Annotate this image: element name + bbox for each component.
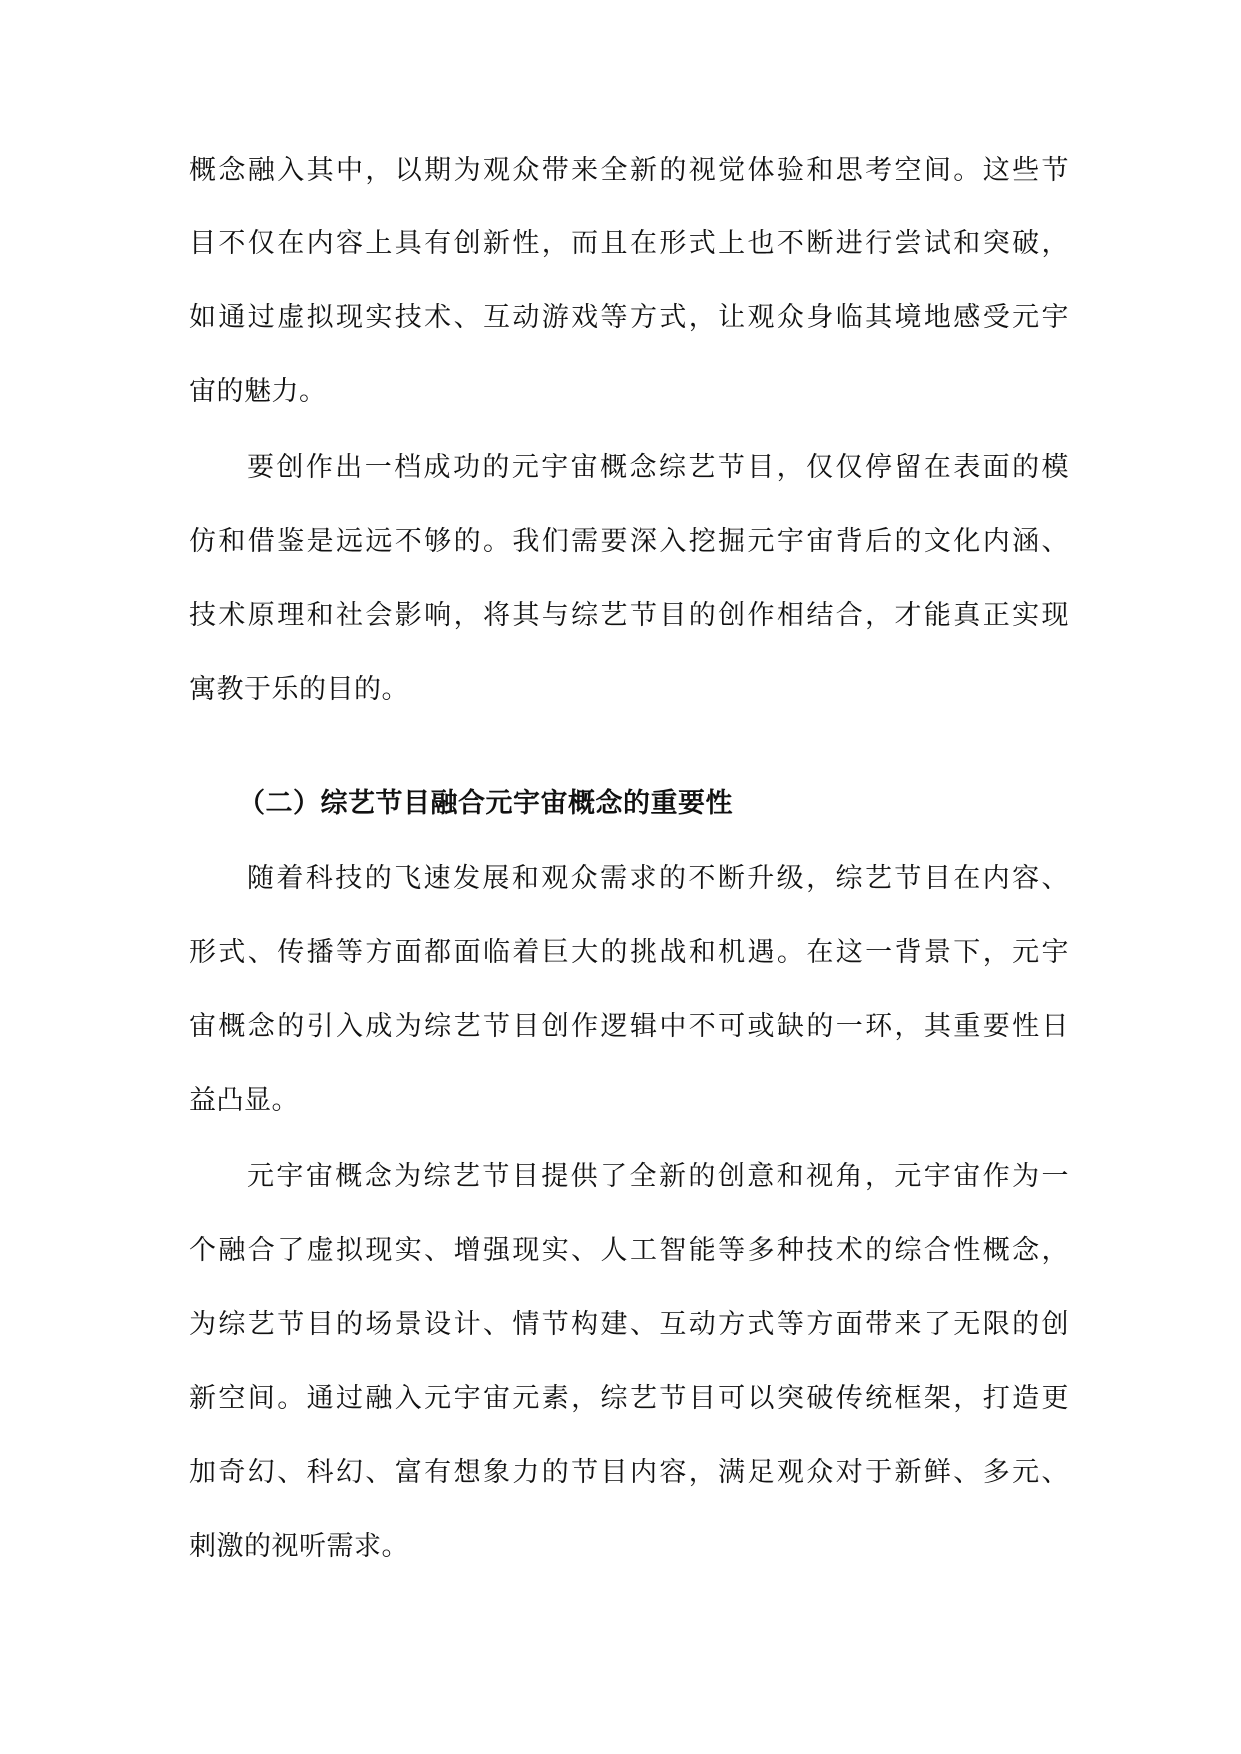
paragraph-4-line-6: 刺激的视听需求。 [189, 1531, 409, 1562]
paragraph-4-line-3: 为综艺节目的场景设计、情节构建、互动方式等方面带来了无限的创 [189, 1309, 1069, 1340]
paragraph-4-line-2: 个融合了虚拟现实、增强现实、人工智能等多种技术的综合性概念， [189, 1235, 1069, 1266]
paragraph-2-line-2: 仿和借鉴是远远不够的。我们需要深入挖掘元宇宙背后的文化内涵、 [189, 526, 1069, 557]
paragraph-2-line-1: 要创作出一档成功的元宇宙概念综艺节目，仅仅停留在表面的模 [247, 452, 1069, 483]
section-heading: （二）综艺节目融合元宇宙概念的重要性 [238, 788, 733, 819]
paragraph-4-line-4: 新空间。通过融入元宇宙元素，综艺节目可以突破传统框架，打造更 [189, 1383, 1069, 1414]
paragraph-3-line-2: 形式、传播等方面都面临着巨大的挑战和机遇。在这一背景下，元宇 [189, 937, 1069, 968]
paragraph-2-line-4: 寓教于乐的目的。 [189, 674, 409, 705]
paragraph-3-line-3: 宙概念的引入成为综艺节目创作逻辑中不可或缺的一环，其重要性日 [189, 1011, 1069, 1042]
paragraph-2-line-3: 技术原理和社会影响，将其与综艺节目的创作相结合，才能真正实现 [189, 600, 1069, 631]
paragraph-1-line-3: 如通过虚拟现实技术、互动游戏等方式，让观众身临其境地感受元宇 [189, 302, 1069, 333]
paragraph-3-line-4: 益凸显。 [189, 1085, 299, 1116]
paragraph-4-line-5: 加奇幻、科幻、富有想象力的节目内容，满足观众对于新鲜、多元、 [189, 1457, 1069, 1488]
paragraph-1-line-4: 宙的魅力。 [189, 376, 327, 407]
paragraph-4-line-1: 元宇宙概念为综艺节目提供了全新的创意和视角，元宇宙作为一 [247, 1161, 1069, 1192]
paragraph-1-line-1: 概念融入其中，以期为观众带来全新的视觉体验和思考空间。这些节 [189, 155, 1069, 186]
paragraph-3-line-1: 随着科技的飞速发展和观众需求的不断升级，综艺节目在内容、 [247, 863, 1069, 894]
paragraph-1-line-2: 目不仅在内容上具有创新性，而且在形式上也不断进行尝试和突破， [189, 228, 1069, 259]
